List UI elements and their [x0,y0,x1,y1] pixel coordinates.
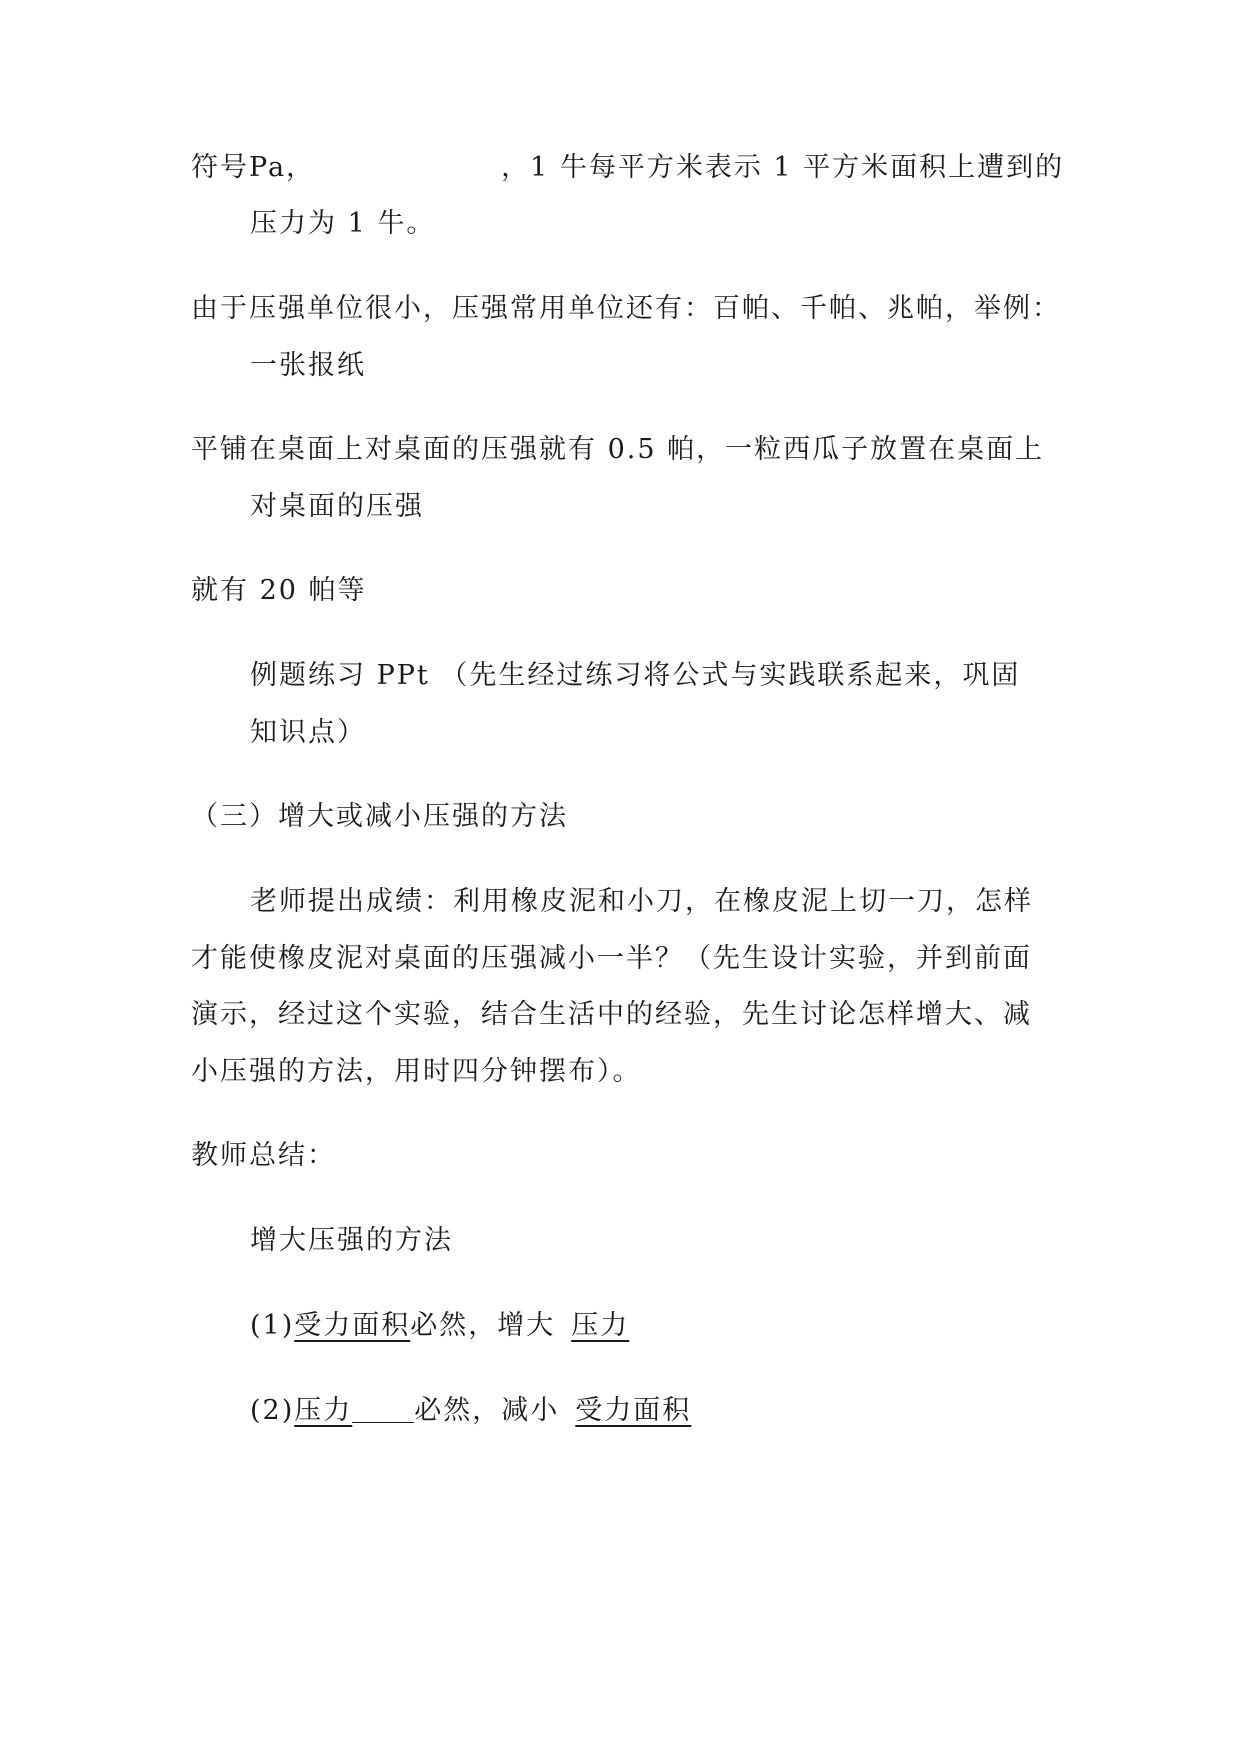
text-line: 对桌面的压强 [250,491,424,522]
text-line: 一张报纸 [250,350,366,381]
text-line: 教师总结： [191,1140,336,1171]
section-heading: （三）增大或减小压强的方法 [191,801,568,832]
text-line: 增大压强的方法 [250,1225,453,1256]
text-line: 压力为 1 牛。 [250,208,436,239]
text-fragment: ，1 牛每平方米表示 1 平方米面积上遭到的 [501,152,1065,183]
text-line: 知识点） [250,717,366,748]
fill-blank: 受力面积 [575,1395,692,1426]
text-line: 就有 20 帕等 [191,575,367,606]
text-fragment: 符号Pa， [191,152,316,183]
text-line: 才能使橡皮泥对桌面的压强减小一半？（先生设计实验，并到前面 [191,943,1032,974]
text-fragment: 必然，减小 [414,1395,560,1426]
text-line: 演示，经过这个实验，结合生活中的经验，先生讨论怎样增大、减 [191,999,1032,1030]
fill-blank: 受力面积 [294,1310,411,1341]
text-fragment: 必然，增大 [410,1310,556,1341]
text-line: 例题练习 PPt （先生经过练习将公式与实践联系起来，巩固 [250,660,1021,691]
fill-blank: 压力 [571,1310,630,1341]
text-line: 由于压强单位很小，压强常用单位还有：百帕、千帕、兆帕，举例： [191,293,1061,324]
list-item [250,1308,629,1344]
fill-blank: 压力 [294,1395,353,1426]
text-line-unit-symbol [191,150,1064,186]
text-line: 平铺在桌面上对桌面的压强就有 0.5 帕，一粒西瓜子放置在桌面上 [191,434,1045,465]
list-item [250,1393,691,1429]
item-number: (1) [250,1310,295,1341]
text-line: 小压强的方法，用时四分钟摆布）。 [191,1056,642,1087]
item-number: (2) [250,1395,295,1426]
blank-underline [352,1394,414,1423]
text-line: 老师提出成绩：利用橡皮泥和小刀，在橡皮泥上切一刀，怎样 [250,886,1033,917]
